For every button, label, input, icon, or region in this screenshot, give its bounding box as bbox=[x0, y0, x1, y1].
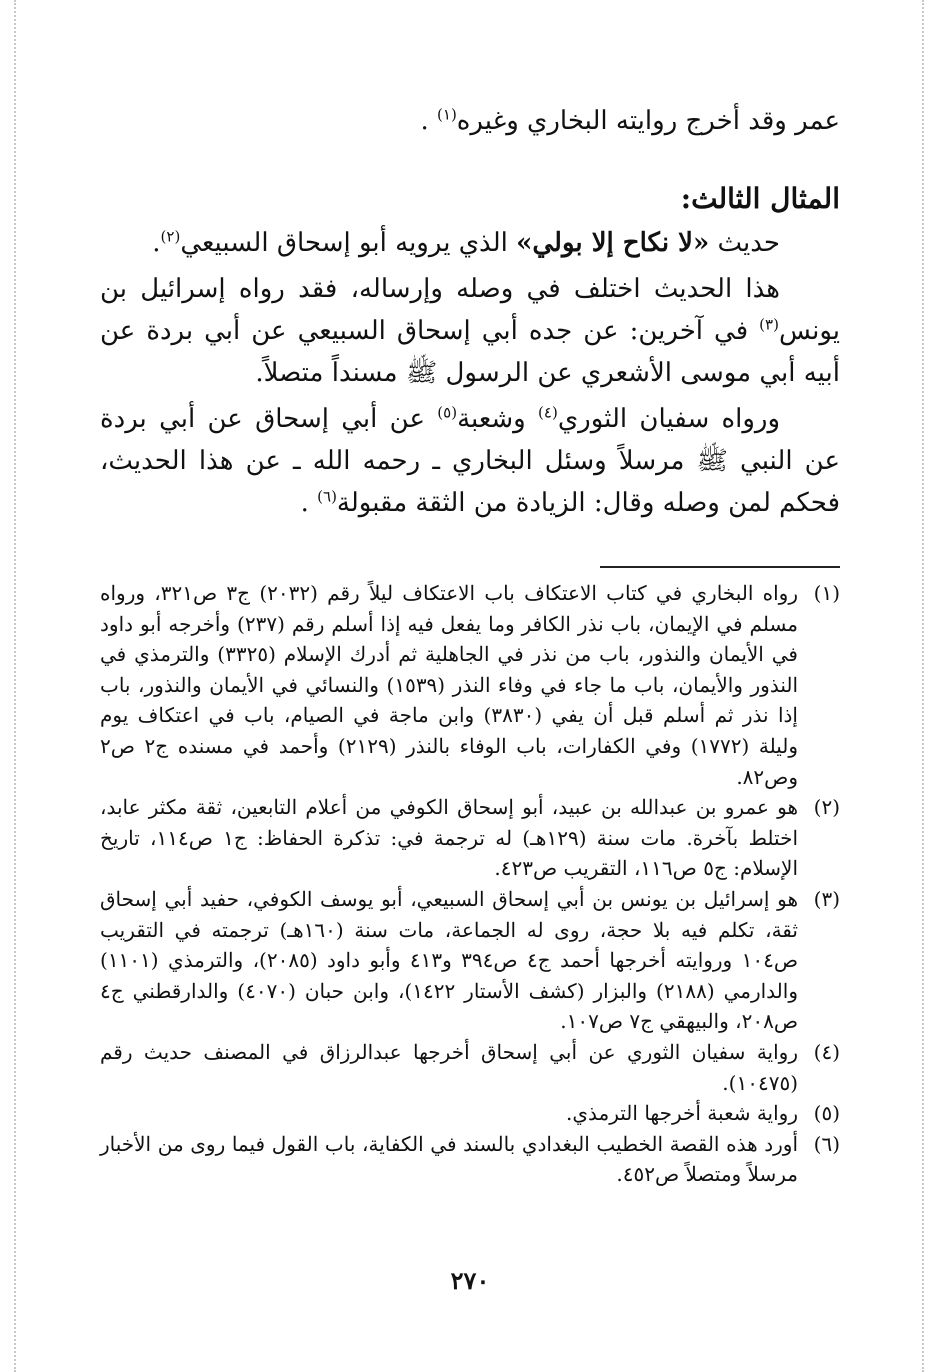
footnote-ref[interactable]: (٤) bbox=[538, 403, 558, 422]
footnote-text: رواه البخاري في كتاب الاعتكاف باب الاعتكاف ليلاً رقم (٢٠٣٢) ج٣ ص٣٢١، ورواه مسلم في الإيمان، باب نذر الكافر وما يفعل فيه إذا أسلم رقم (٢٣٧) وأخرجه أبو داود في الأيمان والنذور، باب من نذر في الجاهلية ثم أدرك الإسلام (٣٣٢٥) والترمذي في النذور والأيمان، باب ما جاء في وفاء النذر (١٥٣٩) والنسائي في الأيمان والنذور، باب إذا نذر ثم أسلم قبل أن يفي (٣٨٣٠) وابن ماجة في الصيام، باب في اعتكاف يوم وليلة (١٧٧٢) وفي الكفارات، باب الوفاء بالنذر (٢١٢٩) وأحمد في مسنده ج٢ ص٢ وص٨٢. bbox=[100, 581, 799, 789]
paragraph-2-text-b: وشعبة bbox=[457, 404, 526, 434]
paragraph-1-text-b: في آخرين: عن جده أبي إسحاق السبيعي عن أبي بردة عن أبيه أبي موسى الأشعري عن الرسول ﷺ مسنداً متصلاً. bbox=[100, 316, 840, 388]
footnote-text: هو عمرو بن عبدالله بن عبيد، أبو إسحاق الكوفي من أعلام التابعين، ثقة مكثر عابد، اختلط بآخرة. مات سنة (١٢٩هـ) له ترجمة في: تذكرة الحفاظ: ج١ ص١١٤، تاريخ الإسلام: ج٥ ص١١٦، التقريب ص٤٢٣. bbox=[100, 795, 798, 881]
footnote-item bbox=[100, 884, 840, 1037]
footnote-separator bbox=[600, 566, 840, 568]
intro-line bbox=[100, 100, 840, 142]
footnotes bbox=[100, 578, 840, 1190]
footnote-number: (٣) bbox=[813, 886, 840, 911]
footnote-text: هو إسرائيل بن يونس بن أبي إسحاق السبيعي، أبو يوسف الكوفي، حفيد أبي إسحاق ثقة، تكلم فيه بلا حجة، روى له الجماعة، مات سنة (١٦٠هـ) ترجمته في التقريب ص١٠٤ وروايته أخرجها أحمد ج٤ ص٣٩٤ و٤١٣ وأبو داود (٢٠٨٥)، والترمذي (١١٠١) والدارمي (٢١٨٨) والبزار (كشف الأستار ١٤٢٢)، وابن حبان (٤٠٧٠) والدارقطني ج٤ ص٢٠٨، والبيهقي ج٧ ص١٠٧. bbox=[100, 886, 799, 1034]
footnote-ref[interactable]: (٦) bbox=[317, 487, 337, 506]
footnote-item bbox=[100, 1037, 840, 1098]
footnote-number: (٥) bbox=[813, 1101, 840, 1126]
hadith-prefix: حديث bbox=[717, 228, 780, 258]
main-text bbox=[100, 100, 840, 528]
paragraph-2 bbox=[100, 398, 840, 524]
intro-text: عمر وقد أخرج روايته البخاري وغيره bbox=[456, 106, 840, 136]
footnote-text: رواية سفيان الثوري عن أبي إسحاق أخرجها عبدالرزاق في المصنف حديث رقم (١٠٤٧٥). bbox=[100, 1039, 798, 1095]
paragraph-2-end: . bbox=[300, 488, 309, 518]
hadith-suffix: الذي يرويه أبو إسحاق السبيعي bbox=[180, 228, 508, 258]
section-heading: المثال الثالث: bbox=[680, 182, 840, 215]
footnote-ref[interactable]: (١) bbox=[437, 105, 457, 124]
hadith-line bbox=[100, 222, 840, 264]
hadith-end: . bbox=[152, 228, 161, 258]
footnote-number: (٤) bbox=[813, 1039, 840, 1064]
paragraph-2-text-a: ورواه سفيان الثوري bbox=[557, 404, 781, 434]
footnote-number: (٢) bbox=[813, 795, 840, 820]
footnote-item bbox=[100, 578, 840, 792]
footnote-ref[interactable]: (٥) bbox=[437, 403, 458, 422]
footnote-ref[interactable]: (٢) bbox=[160, 227, 181, 246]
paragraph-1-text-a: هذا الحديث اختلف في وصله وإرساله، فقد رواه إسرائيل بن يونس bbox=[100, 274, 840, 346]
intro-end: . bbox=[420, 106, 429, 136]
footnote-number: (١) bbox=[813, 581, 840, 605]
paragraph-2-text-c: عن أبي إسحاق عن أبي بردة عن النبي ﷺ مرسلاً وسئل البخاري ـ رحمه الله ـ عن هذا الحديث، فحكم لمن وصله وقال: الزيادة من الثقة مقبولة bbox=[100, 404, 840, 518]
paragraph-1 bbox=[100, 268, 840, 394]
footnote-ref[interactable]: (٣) bbox=[759, 315, 779, 334]
footnote-item bbox=[100, 1098, 840, 1129]
footnote-item bbox=[100, 792, 840, 884]
left-dotted-margin bbox=[14, 0, 16, 1372]
footnote-number: (٦) bbox=[813, 1131, 840, 1156]
footnote-item bbox=[100, 1129, 840, 1190]
hadith-quote: «لا نكاح إلا بولي» bbox=[516, 228, 710, 258]
footnote-text: رواية شعبة أخرجها الترمذي. bbox=[566, 1101, 798, 1126]
page-number: ٢٧٠ bbox=[450, 1266, 490, 1295]
right-dotted-margin bbox=[922, 0, 924, 1372]
footnote-text: أورد هذه القصة الخطيب البغدادي بالسند في الكفاية، باب القول فيما روى من الأخبار مرسلاً ومتصلاً ص٤٥٢. bbox=[100, 1131, 798, 1187]
